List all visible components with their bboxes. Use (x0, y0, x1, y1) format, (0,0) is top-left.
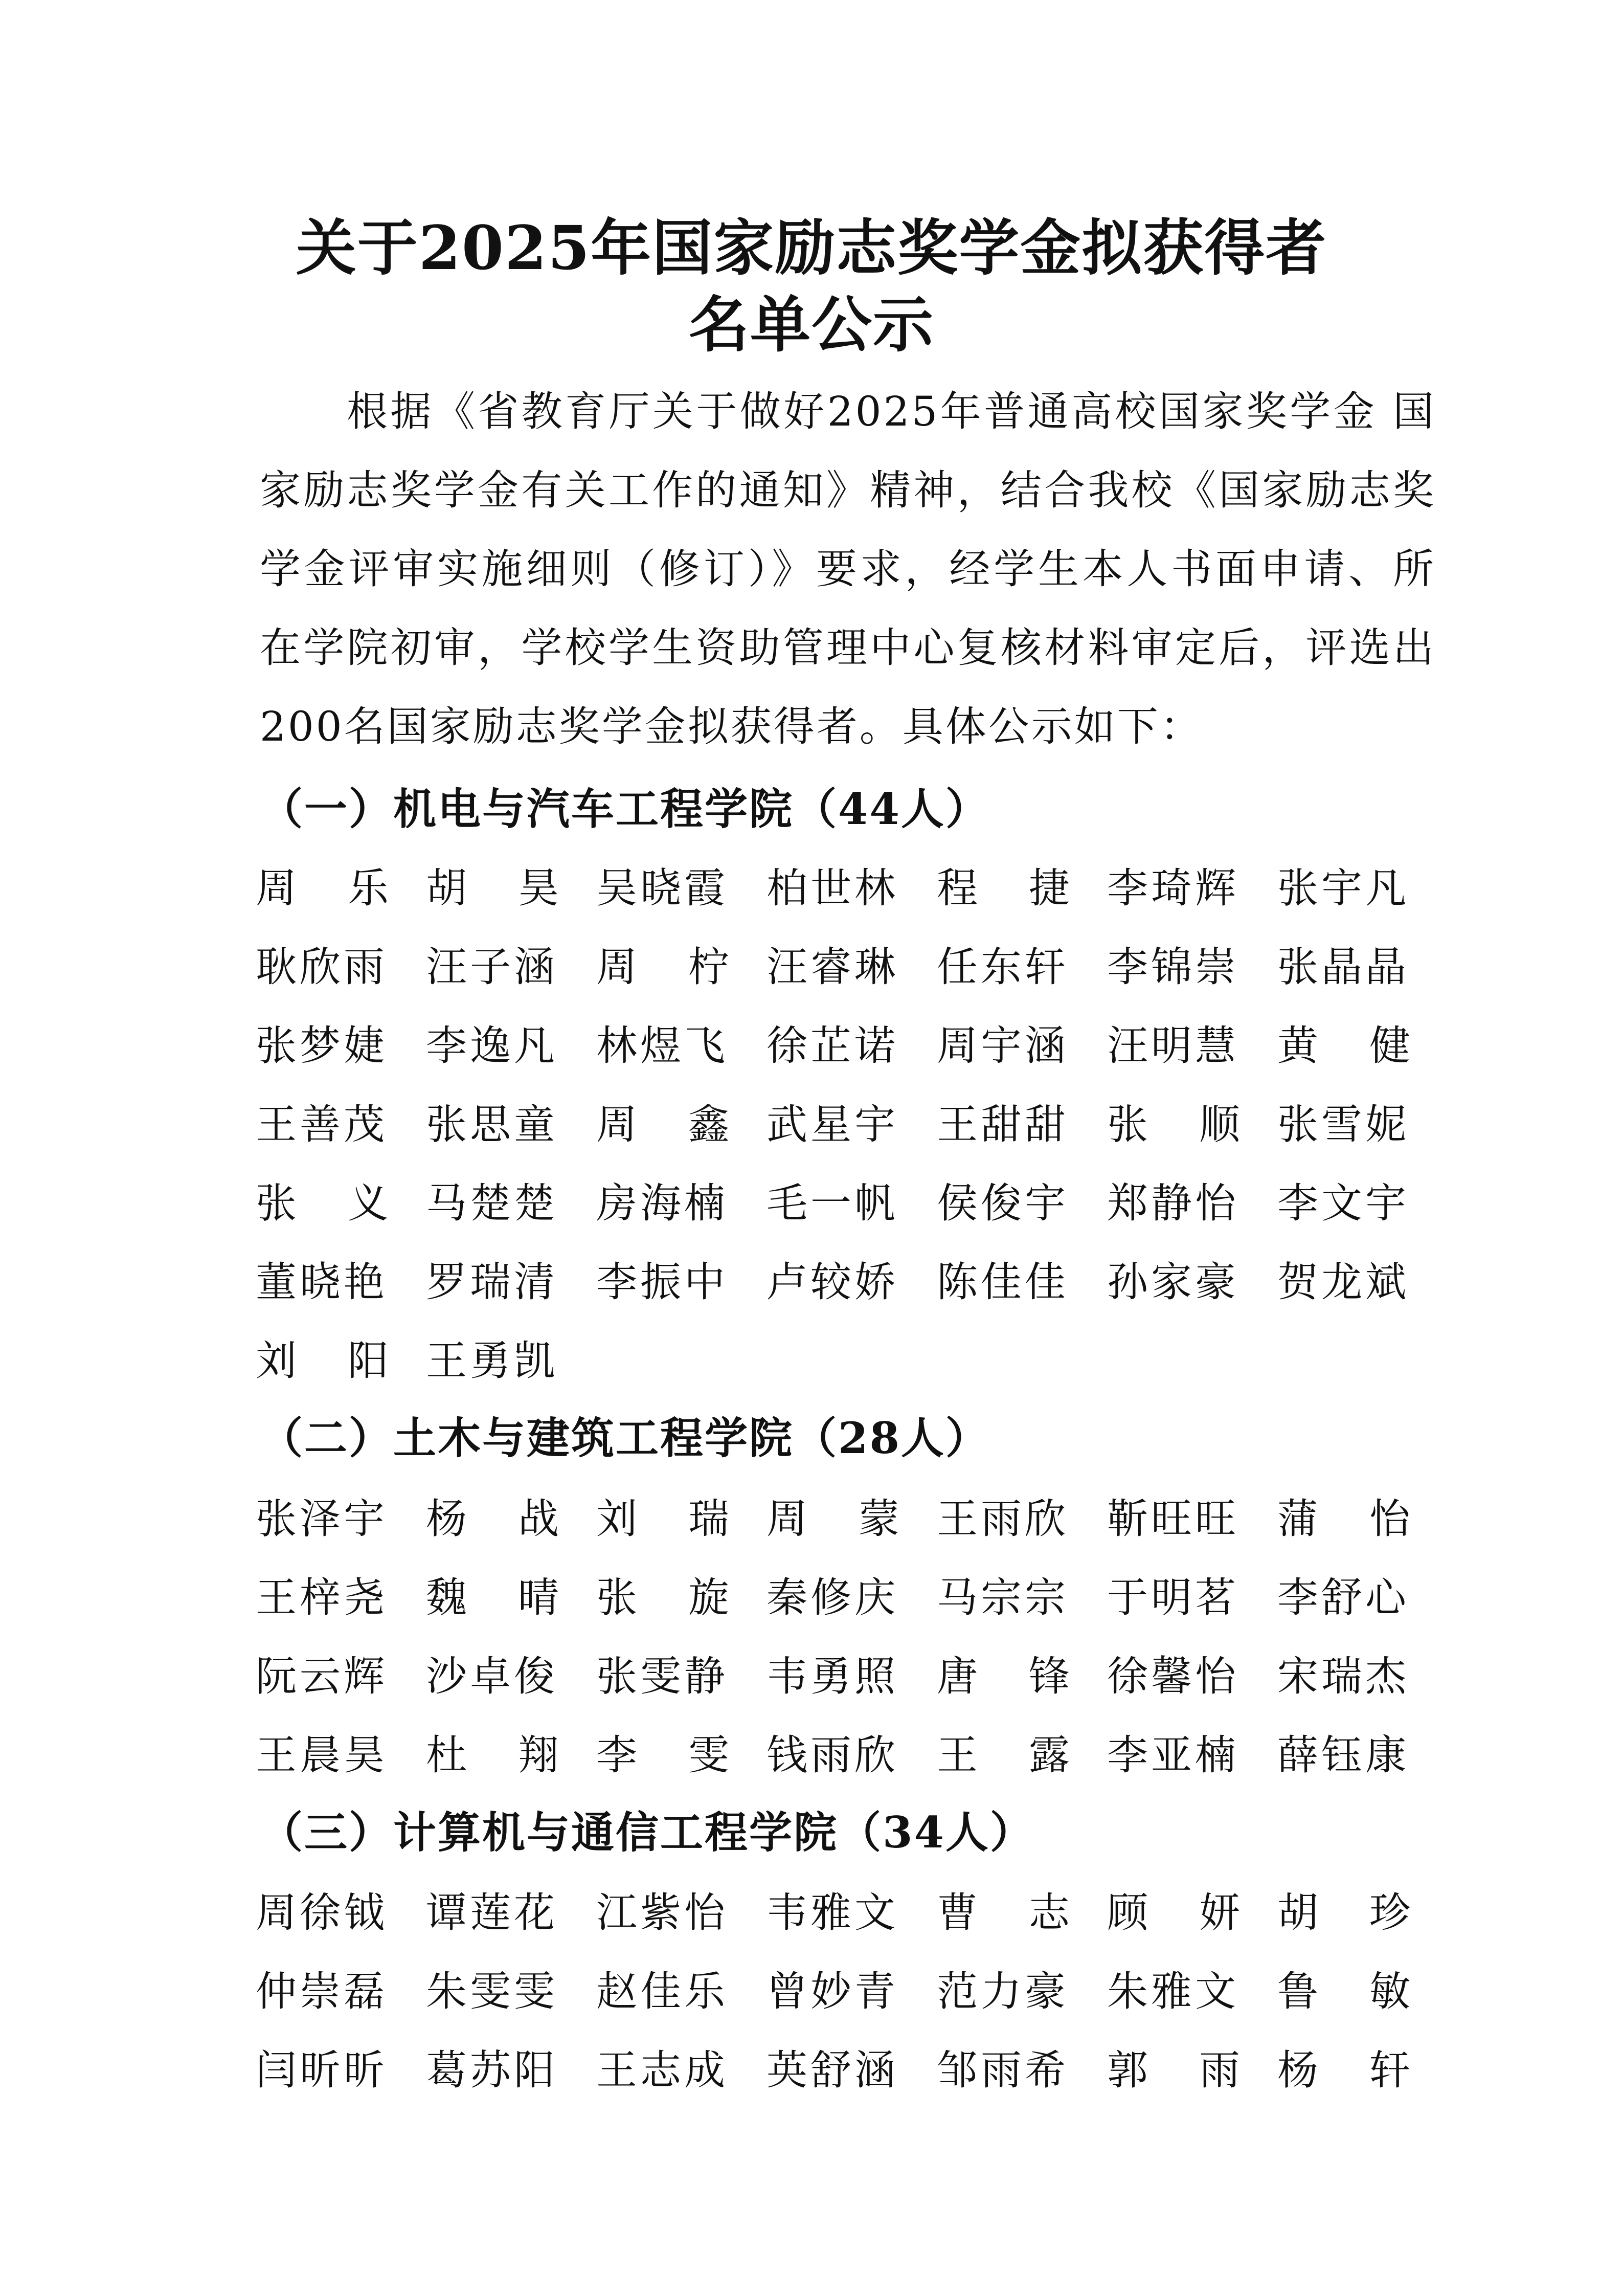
student-name: 曹 志 (937, 1889, 1070, 1936)
student-name: 邹雨希 (937, 2046, 1069, 2094)
section-heading-3: （三）计算机与通信工程学院（34人） (260, 1807, 1034, 1858)
student-name: 卢较娇 (767, 1258, 898, 1306)
student-name: 张 义 (256, 1179, 389, 1227)
student-name: 仲崇磊 (256, 1968, 388, 2015)
student-name: 贺龙斌 (1277, 1258, 1409, 1306)
student-name: 曾妙青 (767, 1968, 898, 2015)
student-name: 王甜甜 (937, 1101, 1069, 1148)
student-name: 魏 晴 (426, 1574, 559, 1621)
student-name: 闫昕昕 (256, 2046, 388, 2094)
student-name: 周 乐 (256, 864, 389, 912)
student-name: 于明茗 (1107, 1574, 1239, 1621)
student-name: 周徐钺 (256, 1889, 388, 1936)
student-name: 任东轩 (937, 943, 1069, 991)
section-2-name-list (251, 1480, 1442, 1795)
section-heading-1: （一）机电与汽车工程学院（44人） (260, 784, 990, 834)
student-name: 汪子涵 (426, 943, 558, 991)
student-name: 宋瑞杰 (1277, 1653, 1409, 1700)
student-name: 张 顺 (1107, 1101, 1240, 1148)
student-name: 江紫怡 (596, 1889, 728, 1936)
student-name: 韦勇照 (767, 1653, 898, 1700)
student-name: 王勇凯 (426, 1337, 558, 1385)
document-title-line-1: 关于2025年国家励志奖学金拟获得者 (296, 212, 1327, 283)
student-name: 周 蒙 (767, 1495, 899, 1543)
student-name: 杜 翔 (426, 1731, 559, 1779)
student-name: 靳旺旺 (1107, 1495, 1239, 1543)
student-name: 吴晓霞 (596, 864, 728, 912)
student-name: 周 柠 (596, 943, 729, 991)
student-name: 孙家豪 (1107, 1258, 1239, 1306)
student-name: 武星宇 (767, 1101, 898, 1148)
student-name: 张思童 (426, 1101, 558, 1148)
student-name: 张梦婕 (256, 1022, 388, 1069)
student-name: 李亚楠 (1107, 1731, 1239, 1779)
student-name: 朱雯雯 (426, 1968, 558, 2015)
student-name: 程 捷 (937, 864, 1070, 912)
student-name: 汪明慧 (1107, 1022, 1239, 1069)
section-1-name-list (251, 849, 1442, 1400)
student-name: 秦修庆 (767, 1574, 898, 1621)
student-name: 马宗宗 (937, 1574, 1069, 1621)
student-name: 王志成 (596, 2046, 728, 2094)
student-name: 范力豪 (937, 1968, 1069, 2015)
student-name: 张雯静 (596, 1653, 728, 1700)
student-name: 马楚楚 (426, 1179, 558, 1227)
student-name: 钱雨欣 (767, 1731, 898, 1779)
student-name: 林煜飞 (596, 1022, 728, 1069)
student-name: 胡 昊 (426, 864, 559, 912)
student-name: 沙卓俊 (426, 1653, 558, 1700)
student-name: 唐 锋 (937, 1653, 1070, 1700)
student-name: 郑静怡 (1107, 1179, 1239, 1227)
student-name: 赵佳乐 (596, 1968, 728, 2015)
student-name: 柏世林 (767, 864, 898, 912)
student-name: 谭莲花 (426, 1889, 558, 1936)
student-name: 张泽宇 (256, 1495, 388, 1543)
student-name: 胡 珍 (1277, 1889, 1410, 1936)
student-name: 张雪妮 (1277, 1101, 1409, 1148)
student-name: 李振中 (596, 1258, 728, 1306)
student-name: 杨 轩 (1277, 2046, 1410, 2094)
student-name: 房海楠 (596, 1179, 728, 1227)
student-name: 英舒涵 (767, 2046, 898, 2094)
student-name: 顾 妍 (1107, 1889, 1240, 1936)
student-name: 杨 战 (426, 1495, 559, 1543)
student-name: 张宇凡 (1277, 864, 1409, 912)
student-name: 葛苏阳 (426, 2046, 558, 2094)
student-name: 韦雅文 (767, 1889, 898, 1936)
student-name: 侯俊宇 (937, 1179, 1069, 1227)
student-name: 李 雯 (596, 1731, 729, 1779)
student-name: 刘 阳 (256, 1337, 389, 1385)
student-name: 张 旋 (596, 1574, 729, 1621)
student-name: 李文宇 (1277, 1179, 1409, 1227)
student-name: 李锦崇 (1107, 943, 1239, 991)
student-name: 黄 健 (1277, 1022, 1410, 1069)
student-name: 王晨昊 (256, 1731, 388, 1779)
student-name: 李琦辉 (1107, 864, 1239, 912)
student-name: 王善茂 (256, 1101, 388, 1148)
student-name: 朱雅文 (1107, 1968, 1239, 2015)
student-name: 陈佳佳 (937, 1258, 1069, 1306)
student-name: 王 露 (937, 1731, 1070, 1779)
student-name: 周宇涵 (937, 1022, 1069, 1069)
student-name: 耿欣雨 (256, 943, 388, 991)
student-name: 董晓艳 (256, 1258, 388, 1306)
student-name: 周 鑫 (596, 1101, 729, 1148)
student-name: 阮云辉 (256, 1653, 388, 1700)
student-name: 李逸凡 (426, 1022, 558, 1069)
section-heading-2: （二）土木与建筑工程学院（28人） (260, 1413, 990, 1463)
student-name: 徐馨怡 (1107, 1653, 1239, 1700)
student-name: 蒲 怡 (1277, 1495, 1410, 1543)
section-3-name-list (251, 1874, 1442, 2110)
student-name: 鲁 敏 (1277, 1968, 1410, 2015)
student-name: 王雨欣 (937, 1495, 1069, 1543)
student-name: 王梓尧 (256, 1574, 388, 1621)
student-name: 徐芷诺 (767, 1022, 898, 1069)
intro-paragraph: 根据《省教育厅关于做好2025年普通高校国家奖学金 国家励志奖学金有关工作的通知》精神，结合我校《国家励志奖学金评审实施细则（修订）》要求，经学生本人书面申请、所在学院初审，学校学生资助管理中心复核材料审定后，评选出200名国家励志奖学金拟获得者。具体公示如下： (260, 388, 1436, 750)
student-name: 李舒心 (1277, 1574, 1409, 1621)
document-title-line-2: 名单公示 (688, 289, 934, 360)
student-name: 罗瑞清 (426, 1258, 558, 1306)
student-name: 薛钰康 (1277, 1731, 1409, 1779)
student-name: 毛一帆 (767, 1179, 898, 1227)
student-name: 张晶晶 (1277, 943, 1409, 991)
student-name: 刘 瑞 (596, 1495, 729, 1543)
student-name: 郭 雨 (1107, 2046, 1240, 2094)
student-name: 汪睿琳 (767, 943, 898, 991)
